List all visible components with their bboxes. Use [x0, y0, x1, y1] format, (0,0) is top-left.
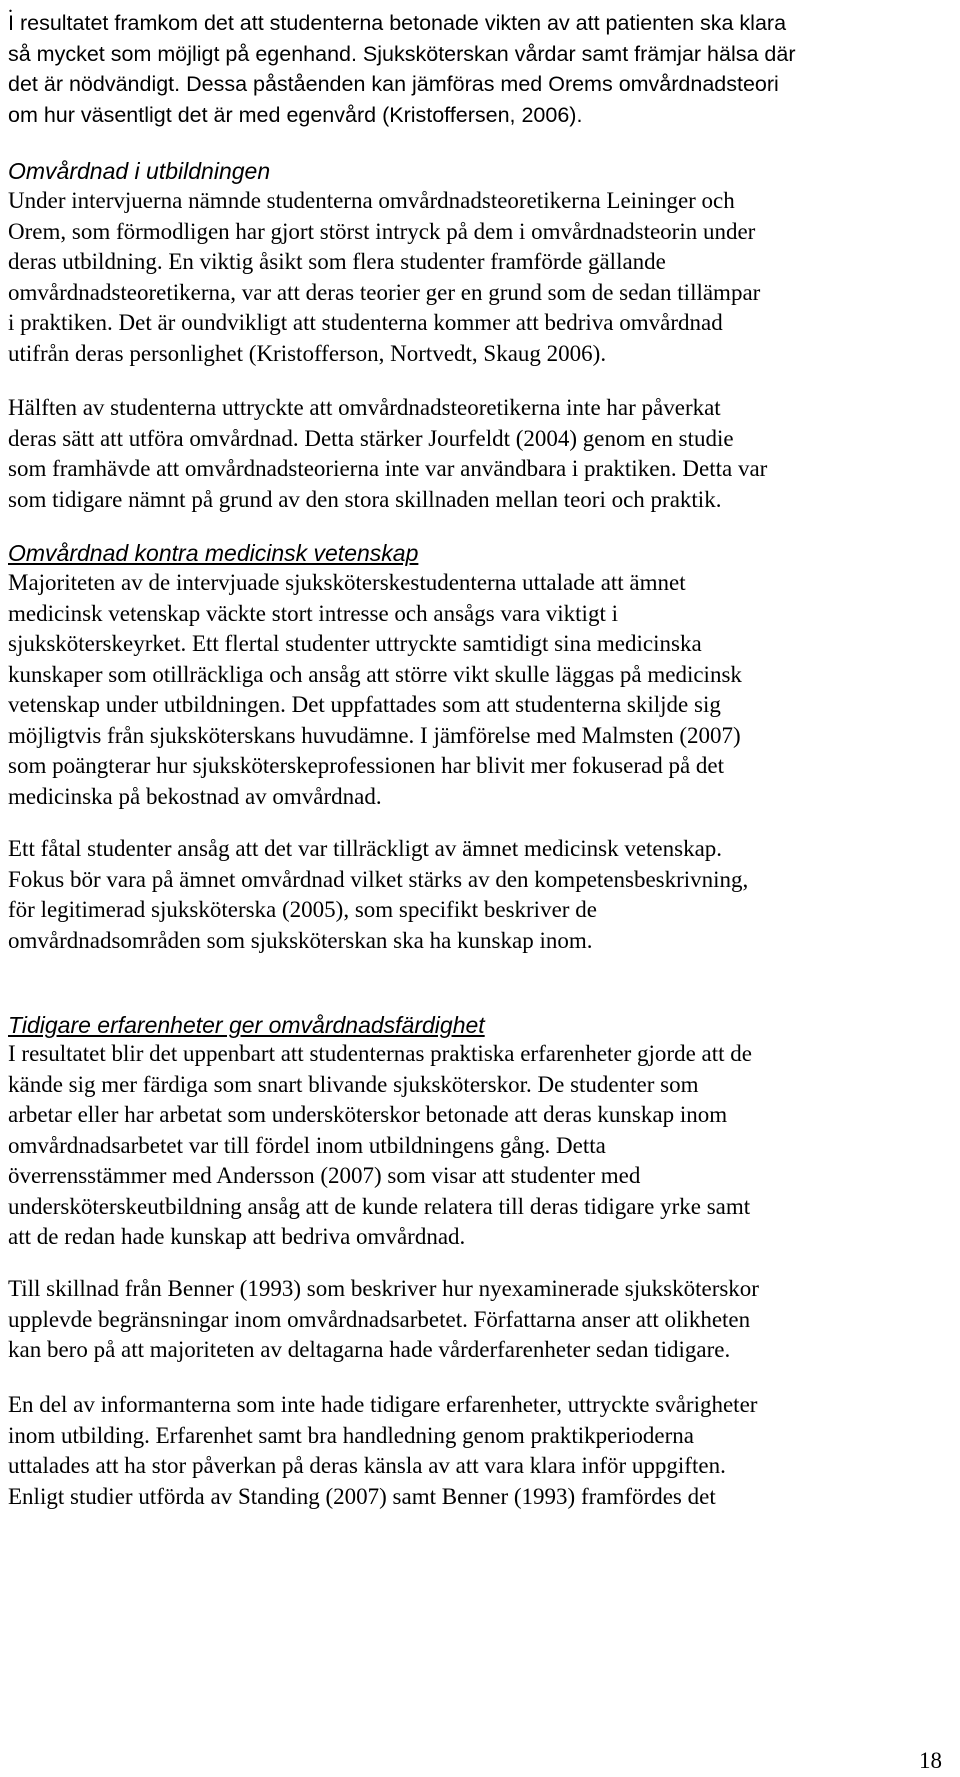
text-line: det är nödvändigt. Dessa påståenden kan jämföras med Orems omvårdnadsteori: [8, 72, 779, 96]
text-line: som tidigare nämnt på grund av den stora skillnaden mellan teori och praktik.: [8, 486, 722, 512]
text-line: så mycket som möjligt på egenhand. Sjuksköterskan vårdar samt främjar hälsa där: [8, 41, 796, 66]
text-line: att de redan hade kunskap att bedriva omvårdnad.: [8, 1224, 466, 1249]
text-line: I resultatet blir det uppenbart att studenternas praktiska erfarenheter gjorde att de: [8, 1041, 752, 1066]
text-line: I resultatet framkom det att studenterna betonade vikten av att patienten ska klara: [8, 11, 787, 35]
section1-paragraph-2: [8, 393, 767, 515]
text-line: som framhävde att omvårdnadsteorierna inte var användbara i praktiken. Detta var: [8, 456, 768, 481]
text-line: som poängterar hur sjuksköterskeprofessionen har blivit mer fokuserad på det: [8, 753, 724, 778]
section2-paragraph-2: [8, 834, 748, 956]
section-heading-tidigare-erfarenheter: Tidigare erfarenheter ger omvårdnadsfärdighet: [8, 1012, 485, 1038]
text-line: En del av informanterna som inte hade tidigare erfarenheter, uttryckte svårigheter: [8, 1392, 758, 1417]
text-line: kunskaper som otillräckliga och ansåg att större vikt skulle läggas på medicinsk: [8, 661, 742, 687]
section3-paragraph-2: [8, 1274, 759, 1366]
text-line: möjligtvis från sjuksköterskans huvudämne. I jämförelse med Malmsten (2007): [8, 722, 741, 748]
section3-paragraph-3: [8, 1390, 757, 1512]
text-line: kan bero på att majoriteten av deltagarna hade vårderfarenheter sedan tidigare.: [8, 1337, 731, 1362]
text-line: omvårdnadsteoretikerna, var att deras teorier ger en grund som de sedan tillämpar: [8, 279, 761, 305]
section-heading-omvardnad-i-utbildningen: Omvårdnad i utbildningen: [8, 158, 271, 184]
text-line: inom utbilding. Erfarenhet samt bra handledning genom praktikperioderna: [8, 1422, 694, 1448]
text-line: Under intervjuerna nämnde studenterna omvårdnadsteoretikerna Leininger och: [8, 188, 735, 213]
text-line: medicinsk vetenskap väckte stort intresse och ansågs vara viktigt i: [8, 600, 618, 626]
text-line: omvårdnadsområden som sjuksköterskan ska ha kunskap inom.: [8, 927, 593, 953]
text-line: Enligt studier utförda av Standing (2007) samt Benner (1993) framfördes det: [8, 1483, 716, 1509]
text-line: Till skillnad från Benner (1993) som beskriver hur nyexaminerade sjuksköterskor: [8, 1276, 759, 1301]
text-line: undersköterskeutbildning ansåg att de kunde relatera till deras tidigare yrke samt: [8, 1193, 751, 1219]
text-line: kände sig mer färdiga som snart blivande sjuksköterskor. De studenter som: [8, 1071, 699, 1097]
text-line: deras sätt att utföra omvårdnad. Detta stärker Jourfeldt (2004) genom en studie: [8, 425, 734, 451]
section2-paragraph-1: [8, 568, 742, 812]
text-line: Hälften av studenterna uttryckte att omvårdnadsteoretikerna inte har påverkat: [8, 395, 721, 420]
page-number: 18: [919, 1748, 942, 1773]
text-line: Ett fåtal studenter ansåg att det var tillräckligt av ämnet medicinsk vetenskap.: [8, 836, 723, 861]
text-line: om hur väsentligt det är med egenvård (Kristoffersen, 2006).: [8, 102, 583, 127]
text-line: uttalades att ha stor påverkan på deras känsla av att vara klara inför uppgiften.: [8, 1453, 726, 1478]
text-line: Orem, som förmodligen har gjort störst intryck på dem i omvårdnadsteorin under: [8, 218, 756, 244]
text-line: omvårdnadsarbetet var till fördel inom utbildningens gång. Detta: [8, 1132, 606, 1158]
stray-mark: .: [8, 0, 13, 17]
section-heading-omvardnad-kontra-medicinsk-vetenskap: Omvårdnad kontra medicinsk vetenskap: [8, 540, 419, 566]
text-line: utifrån deras personlighet (Kristofferson, Nortvedt, Skaug 2006).: [8, 340, 607, 366]
text-line: i praktiken. Det är oundvikligt att studenterna kommer att bedriva omvårdnad: [8, 310, 723, 335]
text-line: för legitimerad sjuksköterska (2005), som specifikt beskriver de: [8, 897, 597, 922]
text-line: vetenskap under utbildningen. Det uppfattades som att studenterna skiljde sig: [8, 692, 721, 717]
text-line: Majoriteten av de intervjuade sjuksköterskestudenterna uttalade att ämnet: [8, 570, 686, 595]
text-line: medicinska på bekostnad av omvårdnad.: [8, 783, 382, 809]
text-line: överrensstämmer med Andersson (2007) som visar att studenter med: [8, 1163, 641, 1188]
text-line: arbetar eller har arbetat som undersköterskor betonade att deras kunskap inom: [8, 1102, 728, 1127]
text-line: Fokus bör vara på ämnet omvårdnad vilket stärks av den kompetensbeskrivning,: [8, 866, 749, 892]
section3-paragraph-1: [8, 1039, 752, 1253]
text-line: sjuksköterskeyrket. Ett flertal studenter uttryckte samtidigt sina medicinska: [8, 631, 702, 656]
intro-paragraph: [8, 8, 795, 130]
text-line: deras utbildning. En viktig åsikt som flera studenter framförde gällande: [8, 249, 666, 274]
text-line: upplevde begränsningar inom omvårdnadsarbetet. Författarna anser att olikheten: [8, 1306, 751, 1332]
section1-paragraph-1: [8, 186, 760, 369]
